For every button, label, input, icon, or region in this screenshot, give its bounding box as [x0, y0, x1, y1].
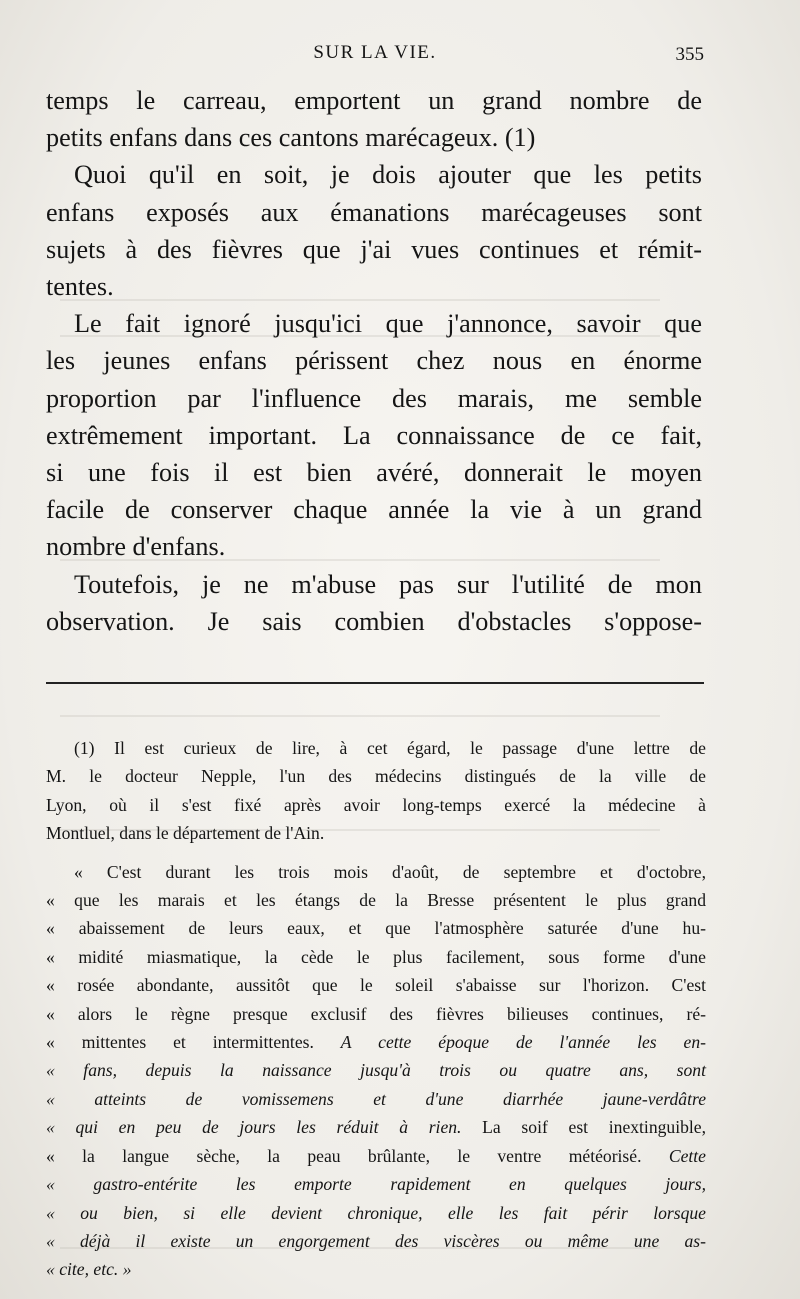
footnote-line: M. le docteur Nepple, l'un des médecins distingués de la ville de [46, 766, 706, 787]
footnote-line: Montluel, dans le département de l'Ain. [46, 823, 325, 844]
body-line: enfans exposés aux émanations marécageuses sont [46, 197, 702, 227]
footnote-quote-line [46, 1142, 706, 1170]
footnote-line: Lyon, où il s'est fixé après avoir long-temps exercé la médecine à [46, 794, 706, 815]
quote-roman: La soif est inextinguible, [482, 1117, 706, 1138]
footnote-quote-line: « rosée abondante, aussitôt que le soleil s'abaisse sur l'horizon. C'est [46, 975, 706, 996]
footnote-quote-line: « abaissement de leurs eaux, et que l'atmosphère saturée d'une hu- [46, 918, 706, 939]
body-text [46, 82, 702, 640]
body-line: observation. Je sais combien d'obstacles s'oppose- [46, 606, 702, 636]
body-line: Le fait ignoré jusqu'ici que j'annonce, savoir que [74, 309, 702, 339]
quote-italic: « qui en peu de jours les réduit à rien. [46, 1117, 462, 1138]
footnote-quote-line: « cite, etc. » [46, 1259, 132, 1280]
footnote-quote-line: « gastro-entérite les emporte rapidement en quelques jours, [46, 1174, 706, 1195]
body-line: tentes. [46, 272, 114, 302]
page-number: 355 [675, 44, 704, 65]
quote-italic: Cette [668, 1145, 706, 1166]
footnote-quote-line [46, 1028, 706, 1056]
body-line: facile de conserver chaque année la vie à un grand [46, 495, 702, 525]
quote-roman: « mittentes et intermittentes. [46, 1032, 314, 1053]
body-line: nombre d'enfans. [46, 532, 226, 562]
footnote-quote-line: « ou bien, si elle devient chronique, elle les fait périr lorsque [46, 1202, 706, 1223]
footnote [46, 734, 706, 1284]
body-line: Quoi qu'il en soit, je dois ajouter que les petits [74, 160, 702, 190]
body-line: Toutefois, je ne m'abuse pas sur l'utilité de mon [74, 569, 702, 599]
body-line: sujets à des fièvres que j'ai vues continues et rémit- [46, 234, 702, 264]
footnote-quote-line: « midité miasmatique, la cède le plus facilement, sous forme d'une [46, 946, 706, 967]
footnote-quote-line: « que les marais et les étangs de la Bresse présentent le plus grand [46, 890, 706, 911]
body-line: si une fois il est bien avéré, donnerait le moyen [46, 458, 702, 488]
footnote-quote-line: « fans, depuis la naissance jusqu'à trois ou quatre ans, sont [46, 1060, 706, 1081]
footnote-quote-line: « alors le règne presque exclusif des fièvres bilieuses continues, ré- [46, 1003, 706, 1024]
footnote-quote-line: « C'est durant les trois mois d'août, de septembre et d'octobre, [74, 861, 706, 882]
footnote-quote-line: « atteints de vomissemens et d'une diarrhée jaune-verdâtre [46, 1088, 706, 1109]
body-line: les jeunes enfans périssent chez nous en énorme [46, 346, 702, 376]
footnote-quote-line [46, 1113, 706, 1141]
body-line: petits enfans dans ces cantons marécageux. (1) [46, 123, 536, 153]
running-head: SUR LA VIE. [313, 42, 437, 63]
body-line: temps le carreau, emportent un grand nombre de [46, 86, 702, 115]
body-line: proportion par l'influence des marais, me semble [46, 383, 702, 413]
footnote-rule [46, 682, 704, 684]
page-header [46, 38, 704, 68]
body-line: extrêmement important. La connaissance de ce fait, [46, 420, 702, 450]
quote-roman: « la langue sèche, la peau brûlante, le ventre météorisé. [46, 1145, 642, 1166]
footnote-line: (1) Il est curieux de lire, à cet égard, le passage d'une lettre de [74, 738, 706, 758]
footnote-quote-line: « déjà il existe un engorgement des viscères ou même une as- [46, 1230, 706, 1251]
quote-italic: A cette époque de l'année les en- [340, 1032, 706, 1053]
